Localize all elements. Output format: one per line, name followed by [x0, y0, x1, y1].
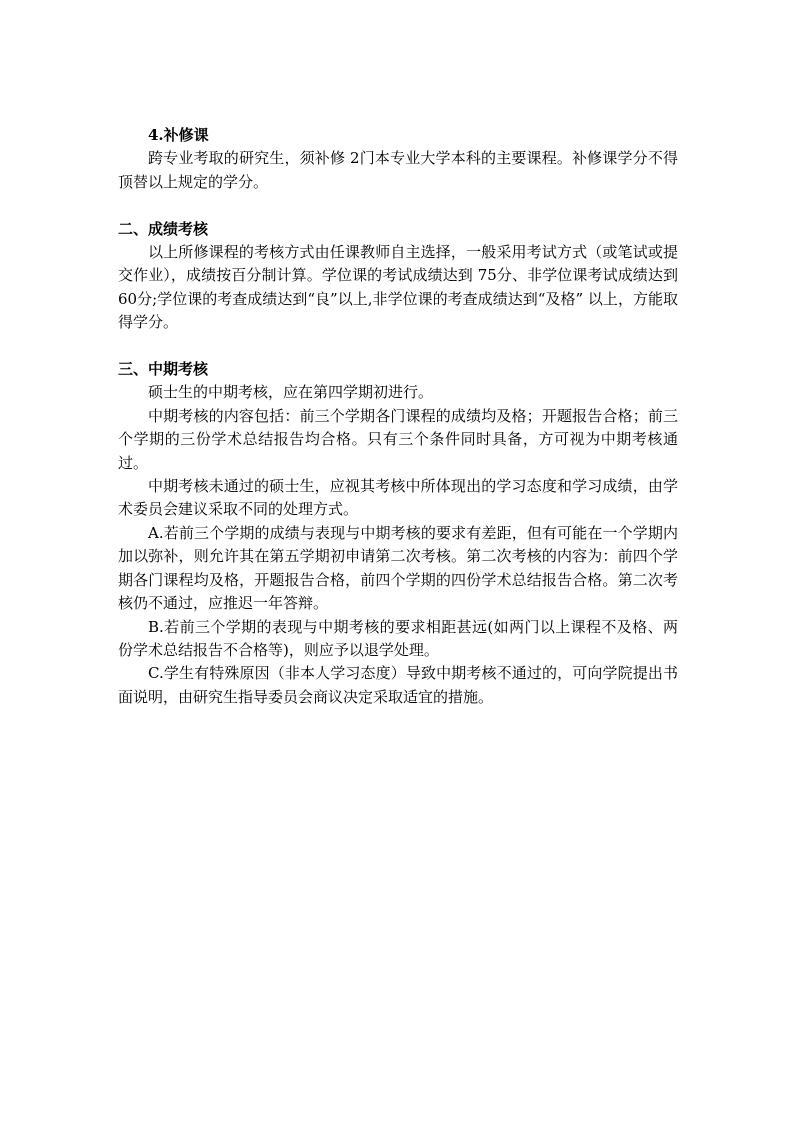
paragraph-option-a: A.若前三个学期的成绩与表现与中期考核的要求有差距，但有可能在一个学期内加以弥补，则允许其在第五学期初申请第二次考核。第二次考核的内容为：前四个学期各门课程均及格，开题报告合格，前四个学期的四份学术总结报告合格。第二次考核仍不通过，应推迟一年答辩。 — [118, 523, 678, 613]
section-heading-midterm-assessment: 三、中期考核 — [118, 360, 209, 379]
spacer — [118, 335, 678, 358]
document-body — [118, 124, 678, 709]
paragraph-midterm-content: 中期考核的内容包括：前三个学期各门课程的成绩均及格；开题报告合格；前三个学期的三份学术总结报告均合格。只有三个条件同时具备，方可视为中期考核通过。 — [118, 406, 678, 472]
paragraph-midterm-failure: 中期考核未通过的硕士生，应视其考核中所体现出的学习态度和学习成绩，由学术委员会建议采取不同的处理方式。 — [118, 477, 678, 519]
paragraph-grade-assessment: 以上所修课程的考核方式由任课教师自主选择，一般采用考试方式（或笔试或提交作业），成绩按百分制计算。学位课的考试成绩达到 75分、非学位课考试成绩达到 60分;学位课的考查成绩达到“良”以上,非学位课的考查成绩达到“及格” 以上，方能取得学分。 — [118, 243, 678, 332]
section-heading-grade-assessment: 二、成绩考核 — [118, 219, 209, 238]
paragraph-midterm-timing: 硕士生的中期考核，应在第四学期初进行。 — [148, 383, 434, 402]
section-heading-makeup-courses: 4.补修课 — [148, 126, 209, 144]
paragraph-option-c: C.学生有特殊原因（非本人学习态度）导致中期考核不通过的，可向学院提出书面说明，由研究生指导委员会商议决定采取适宜的措施。 — [118, 664, 678, 706]
spacer — [118, 194, 678, 217]
paragraph-makeup-courses: 跨专业考取的研究生，须补修 2门本专业大学本科的主要课程。补修课学分不得顶替以上规定的学分。 — [118, 149, 678, 191]
paragraph-option-b: B.若前三个学期的表现与中期考核的要求相距甚远(如两门以上课程不及格、两份学术总结报告不合格等)，则应予以退学处理。 — [118, 617, 678, 659]
